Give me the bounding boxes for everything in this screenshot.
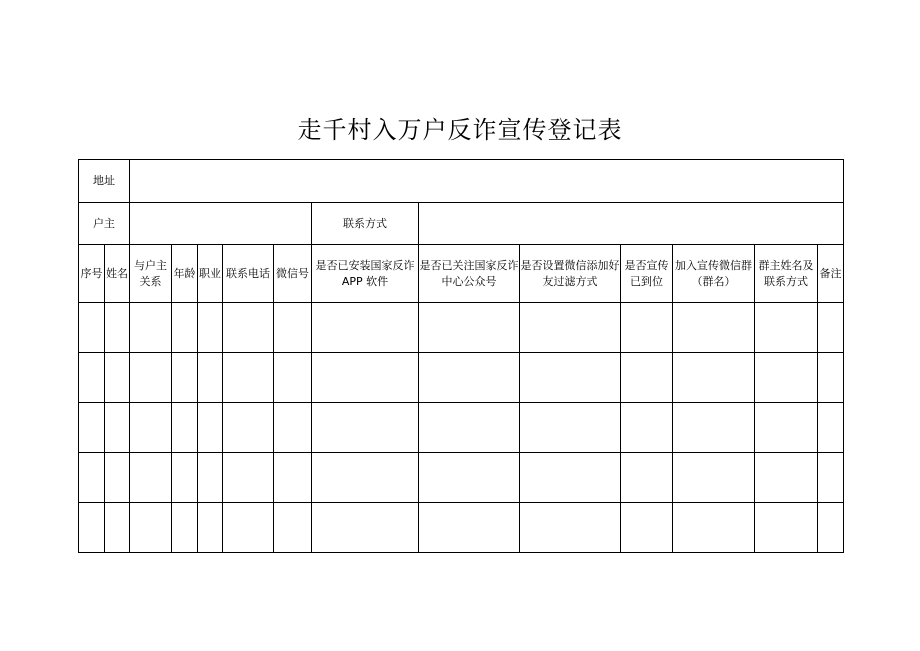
column-header: 姓名 (105, 245, 130, 303)
table-cell[interactable] (105, 353, 130, 403)
column-header: 序号 (79, 245, 105, 303)
table-cell[interactable] (79, 353, 105, 403)
contact-field[interactable] (419, 203, 844, 245)
householder-label: 户主 (79, 203, 130, 245)
table-cell[interactable] (419, 353, 520, 403)
table-cell[interactable] (419, 403, 520, 453)
table-cell[interactable] (274, 503, 312, 553)
registration-table (78, 159, 844, 553)
table-cell[interactable] (520, 503, 621, 553)
column-header: 微信号 (274, 245, 312, 303)
table-cell[interactable] (172, 503, 198, 553)
table-cell[interactable] (520, 453, 621, 503)
table-cell[interactable] (312, 503, 419, 553)
table-cell[interactable] (520, 353, 621, 403)
address-label: 地址 (79, 160, 130, 203)
table-cell[interactable] (520, 303, 621, 353)
table-cell[interactable] (818, 303, 844, 353)
column-header: 是否设置微信添加好友过滤方式 (520, 245, 621, 303)
householder-field[interactable] (130, 203, 312, 245)
table-cell[interactable] (223, 353, 274, 403)
table-cell[interactable] (520, 403, 621, 453)
table-cell[interactable] (673, 353, 755, 403)
table-cell[interactable] (419, 303, 520, 353)
householder-row (79, 203, 844, 245)
table-row (79, 303, 844, 353)
table-row (79, 353, 844, 403)
table-cell[interactable] (105, 303, 130, 353)
table-cell[interactable] (223, 303, 274, 353)
table-cell[interactable] (274, 353, 312, 403)
column-header: 是否宣传已到位 (621, 245, 673, 303)
table-cell[interactable] (79, 453, 105, 503)
table-cell[interactable] (130, 303, 172, 353)
table-cell[interactable] (312, 403, 419, 453)
table-cell[interactable] (274, 403, 312, 453)
table-cell[interactable] (172, 303, 198, 353)
table-cell[interactable] (621, 503, 673, 553)
table-cell[interactable] (172, 403, 198, 453)
table-cell[interactable] (621, 403, 673, 453)
table-cell[interactable] (198, 353, 223, 403)
column-header: 年龄 (172, 245, 198, 303)
table-cell[interactable] (198, 403, 223, 453)
table-header-row (79, 245, 844, 303)
table-cell[interactable] (673, 503, 755, 553)
table-cell[interactable] (79, 403, 105, 453)
table-cell[interactable] (621, 453, 673, 503)
table-cell[interactable] (223, 453, 274, 503)
table-body (79, 303, 844, 553)
table-cell[interactable] (274, 453, 312, 503)
table-cell[interactable] (755, 403, 818, 453)
table-cell[interactable] (312, 303, 419, 353)
page-title: 走千村入万户反诈宣传登记表 (297, 116, 623, 144)
table-cell[interactable] (130, 403, 172, 453)
table-cell[interactable] (621, 303, 673, 353)
table-cell[interactable] (818, 503, 844, 553)
table-cell[interactable] (818, 353, 844, 403)
table-row (79, 453, 844, 503)
table-cell[interactable] (755, 303, 818, 353)
column-header: 与户主关系 (130, 245, 172, 303)
address-field[interactable] (130, 160, 844, 203)
table-cell[interactable] (130, 453, 172, 503)
table-cell[interactable] (818, 453, 844, 503)
table-cell[interactable] (105, 453, 130, 503)
table-cell[interactable] (621, 353, 673, 403)
table-cell[interactable] (130, 353, 172, 403)
table-cell[interactable] (198, 453, 223, 503)
table-cell[interactable] (172, 353, 198, 403)
column-header: 群主姓名及联系方式 (755, 245, 818, 303)
table-cell[interactable] (105, 503, 130, 553)
table-cell[interactable] (673, 303, 755, 353)
column-header: 备注 (818, 245, 844, 303)
table-cell[interactable] (312, 353, 419, 403)
table-cell[interactable] (198, 303, 223, 353)
table-cell[interactable] (274, 303, 312, 353)
column-header: 加入宣传微信群（群名） (673, 245, 755, 303)
table-cell[interactable] (198, 503, 223, 553)
column-header: 职业 (198, 245, 223, 303)
table-cell[interactable] (79, 303, 105, 353)
column-header: 是否已关注国家反诈中心公众号 (419, 245, 520, 303)
column-header: 联系电话 (223, 245, 274, 303)
table-cell[interactable] (755, 353, 818, 403)
table-cell[interactable] (172, 453, 198, 503)
table-row (79, 503, 844, 553)
table-cell[interactable] (673, 403, 755, 453)
table-cell[interactable] (130, 503, 172, 553)
table-row (79, 403, 844, 453)
table-cell[interactable] (755, 503, 818, 553)
table-cell[interactable] (755, 453, 818, 503)
column-header: 是否已安装国家反诈 APP 软件 (312, 245, 419, 303)
table-cell[interactable] (419, 503, 520, 553)
table-cell[interactable] (105, 403, 130, 453)
table-cell[interactable] (223, 403, 274, 453)
table-cell[interactable] (419, 453, 520, 503)
table-cell[interactable] (79, 503, 105, 553)
table-cell[interactable] (223, 503, 274, 553)
table-cell[interactable] (312, 453, 419, 503)
table-cell[interactable] (673, 453, 755, 503)
address-row (79, 160, 844, 203)
contact-label: 联系方式 (312, 203, 419, 245)
table-cell[interactable] (818, 403, 844, 453)
